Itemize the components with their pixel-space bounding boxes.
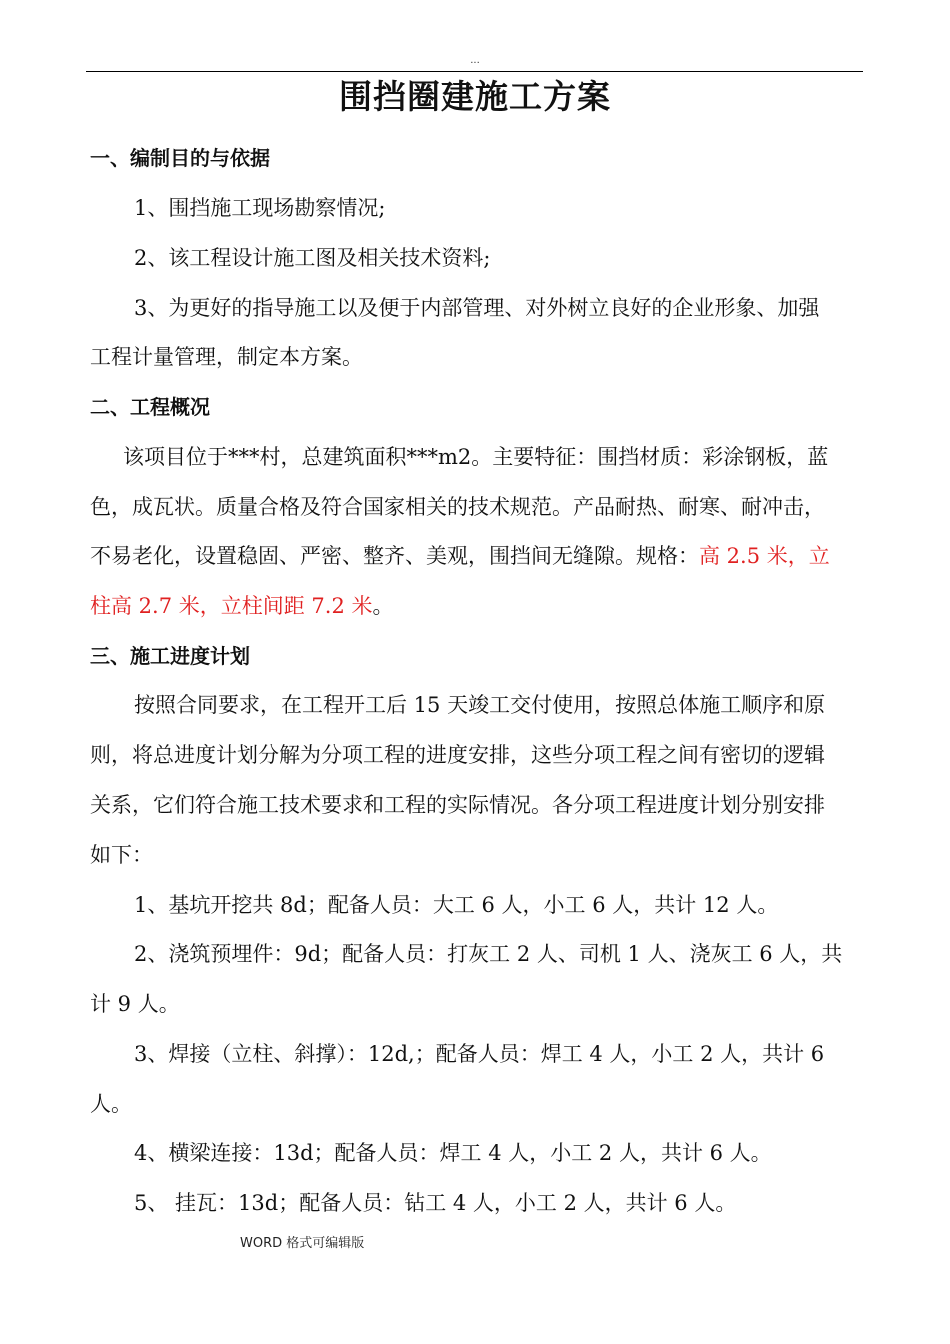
paragraph-line: 按照合同要求，在工程开工后 15 天竣工交付使用，按照总体施工顺序和原 bbox=[134, 693, 826, 717]
list-item: 3、焊接（立柱、斜撑）：12d,；配备人员：焊工 4 人，小工 2 人，共计 6 bbox=[134, 1042, 825, 1066]
list-item: 1、围挡施工现场勘察情况; bbox=[134, 196, 386, 220]
document-title: 围挡圈建施工方案 bbox=[339, 77, 611, 116]
list-item: 3、为更好的指导施工以及便于内部管理、对外树立良好的企业形象、加强 bbox=[134, 296, 820, 320]
paragraph-text: 。 bbox=[372, 594, 394, 618]
paragraph-line: 该项目位于***村，总建筑面积***m2。主要特征：围挡材质：彩涂钢板，蓝 bbox=[123, 445, 829, 469]
paragraph-line: 色，成瓦状。质量合格及符合国家相关的技术规范。产品耐热、耐寒、耐冲击， bbox=[90, 495, 825, 519]
paragraph-line: 则，将总进度计划分解为分项工程的进度安排，这些分项工程之间有密切的逻辑 bbox=[90, 743, 825, 767]
paragraph-line bbox=[90, 542, 830, 570]
section-heading-schedule: 三、施工进度计划 bbox=[90, 644, 250, 668]
header-mark: ... bbox=[470, 55, 480, 66]
footer-note: WORD 格式可编辑版 bbox=[240, 1236, 365, 1251]
list-item: 5、 挂瓦：13d；配备人员：钻工 4 人，小工 2 人，共计 6 人。 bbox=[134, 1191, 737, 1215]
list-item-continued: 人。 bbox=[90, 1092, 132, 1116]
section-heading-overview: 二、工程概况 bbox=[90, 395, 210, 419]
list-item-continued: 工程计量管理，制定本方案。 bbox=[90, 345, 363, 369]
spec-highlight: 柱高 2.7 米，立柱间距 7.2 米 bbox=[90, 594, 373, 618]
paragraph-line bbox=[90, 592, 394, 620]
list-item: 4、横梁连接：13d；配备人员：焊工 4 人，小工 2 人，共计 6 人。 bbox=[134, 1141, 772, 1165]
paragraph-line: 如下： bbox=[90, 843, 153, 867]
section-heading-purpose: 一、编制目的与依据 bbox=[90, 146, 270, 170]
list-item: 2、该工程设计施工图及相关技术资料; bbox=[134, 246, 491, 270]
list-item: 1、基坑开挖共 8d；配备人员：大工 6 人，小工 6 人，共计 12 人。 bbox=[134, 893, 779, 917]
paragraph-line: 关系，它们符合施工技术要求和工程的实际情况。各分项工程进度计划分别安排 bbox=[90, 793, 825, 817]
paragraph-text: 不易老化，设置稳固、严密、整齐、美观，围挡间无缝隙。规格： bbox=[90, 544, 699, 568]
list-item: 2、浇筑预埋件：9d；配备人员：打灰工 2 人、司机 1 人、浇灰工 6 人，共 bbox=[134, 942, 843, 966]
header-rule bbox=[86, 71, 863, 72]
spec-highlight: 高 2.5 米，立 bbox=[699, 544, 830, 568]
list-item-continued: 计 9 人。 bbox=[90, 992, 180, 1016]
